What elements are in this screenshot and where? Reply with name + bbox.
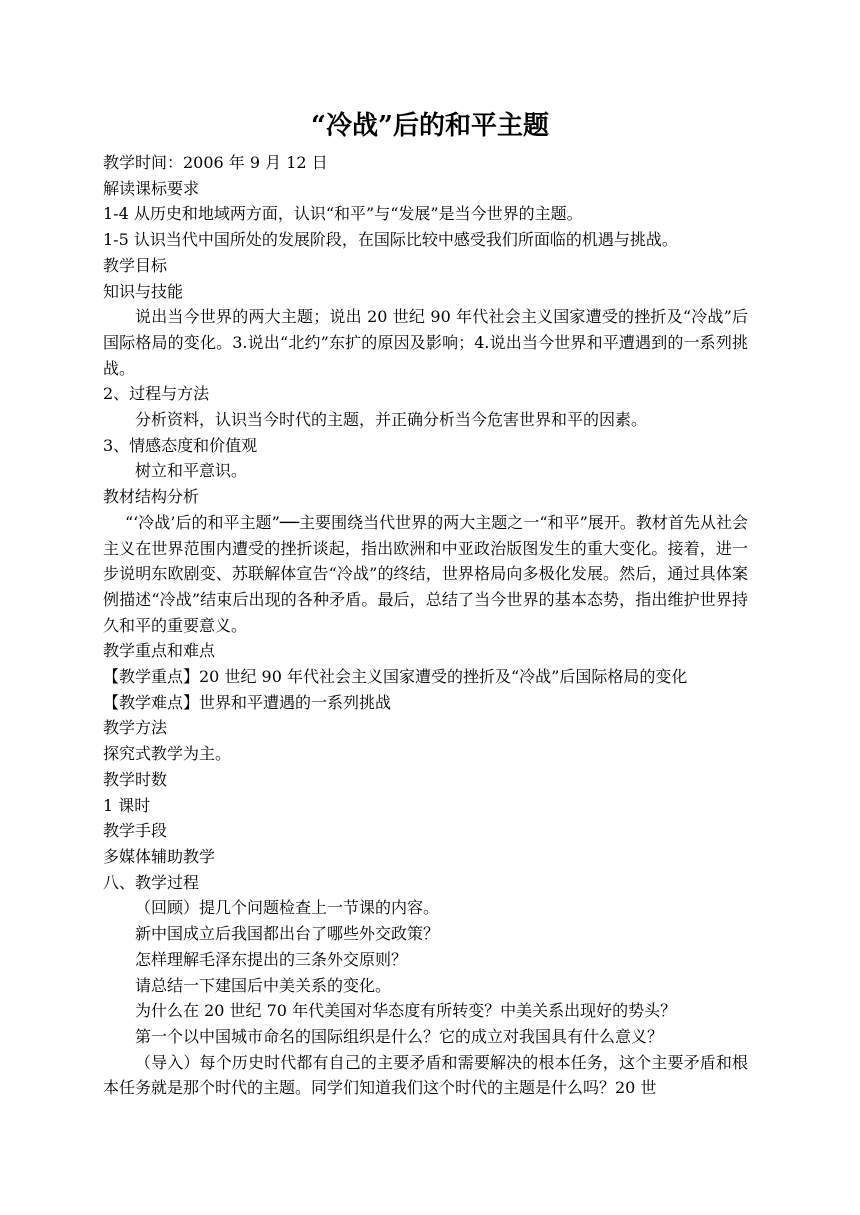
document-title: “冷战”后的和平主题 xyxy=(311,111,549,141)
key-point: 【教学重点】20 世纪 90 年代社会主义国家遭受的挫折及“冷战”后国际格局的变化 xyxy=(103,667,688,687)
process-paragraph: 分析资料，认识当今时代的主题，并正确分析当今危害世界和平的因素。 xyxy=(135,410,648,430)
section-heading-key-points: 教学重点和难点 xyxy=(103,641,216,661)
section-heading-goals: 教学目标 xyxy=(103,255,168,275)
knowledge-paragraph: 说出当今世界的两大主题；说出 20 世纪 90 年代社会主义国家遭受的挫折及“冷战”后国际格局的变化。3.说出“北约”东扩的原因及影响；4.说出当今世界和平遭遇到的一系列挑战。 xyxy=(103,307,748,378)
emotion-paragraph: 树立和平意识。 xyxy=(135,461,248,481)
document-body xyxy=(103,150,748,1101)
section-heading-means: 教学手段 xyxy=(103,821,168,841)
review-question-4: 为什么在 20 世纪 70 年代美国对华态度有所转变？中美关系出现好的势头？ xyxy=(135,1001,677,1021)
section-heading-structure: 教材结构分析 xyxy=(103,487,200,507)
review-question-2: 怎样理解毛泽东提出的三条外交原则？ xyxy=(135,949,408,969)
curriculum-standard-2: 1-5 认识当代中国所处的发展阶段，在国际比较中感受我们所面临的机遇与挑战。 xyxy=(103,230,678,250)
curriculum-standard-1: 1-4 从历史和地域两方面，认识“和平”与“发展”是当今世界的主题。 xyxy=(103,204,583,224)
review-question-5: 第一个以中国城市命名的国际组织是什么？它的成立对我国具有什么意义？ xyxy=(135,1026,664,1046)
structure-paragraph: “‘冷战’后的和平主题”──主要围绕当代世界的两大主题之一“和平”展开。教材首先从社会主义在世界范围内遭受的挫折谈起，指出欧洲和中亚政治版图发生的重大变化。接着，进一步说明东欧剧变、苏联解体宣告“冷战”的终结，世界格局向多极化发展。然后，通过具体案例描述“冷战”结束后出现的各种矛盾。最后，总结了当今世界的基本态势，指出维护世界持久和平的重要意义。 xyxy=(103,512,748,635)
means-text: 多媒体辅助教学 xyxy=(103,846,216,866)
review-question-1: 新中国成立后我国都出台了哪些外交政策？ xyxy=(135,924,440,944)
method-text: 探究式教学为主。 xyxy=(103,744,232,764)
subheading-knowledge: 知识与技能 xyxy=(103,281,184,301)
subheading-process: 2、过程与方法 xyxy=(103,384,210,404)
section-heading-method: 教学方法 xyxy=(103,718,168,738)
review-question-3: 请总结一下建国后中美关系的变化。 xyxy=(135,975,392,995)
review-intro: （回顾）提几个问题检查上一节课的内容。 xyxy=(135,898,440,918)
section-heading-hours: 教学时数 xyxy=(103,769,168,789)
section-heading-curriculum: 解读课标要求 xyxy=(103,178,200,198)
hours-text: 1 课时 xyxy=(103,795,151,815)
lesson-intro-paragraph: （导入）每个历史时代都有自己的主要矛盾和需要解决的根本任务，这个主要矛盾和根本任务就是那个时代的主题。同学们知道我们这个时代的主题是什么吗？20 世 xyxy=(103,1052,748,1098)
teaching-time: 教学时间：2006 年 9 月 12 日 xyxy=(103,153,328,172)
difficult-point: 【教学难点】世界和平遭遇的一系列挑战 xyxy=(103,692,392,712)
section-heading-teaching-process: 八、教学过程 xyxy=(103,872,200,892)
subheading-emotion: 3、情感态度和价值观 xyxy=(103,435,258,455)
